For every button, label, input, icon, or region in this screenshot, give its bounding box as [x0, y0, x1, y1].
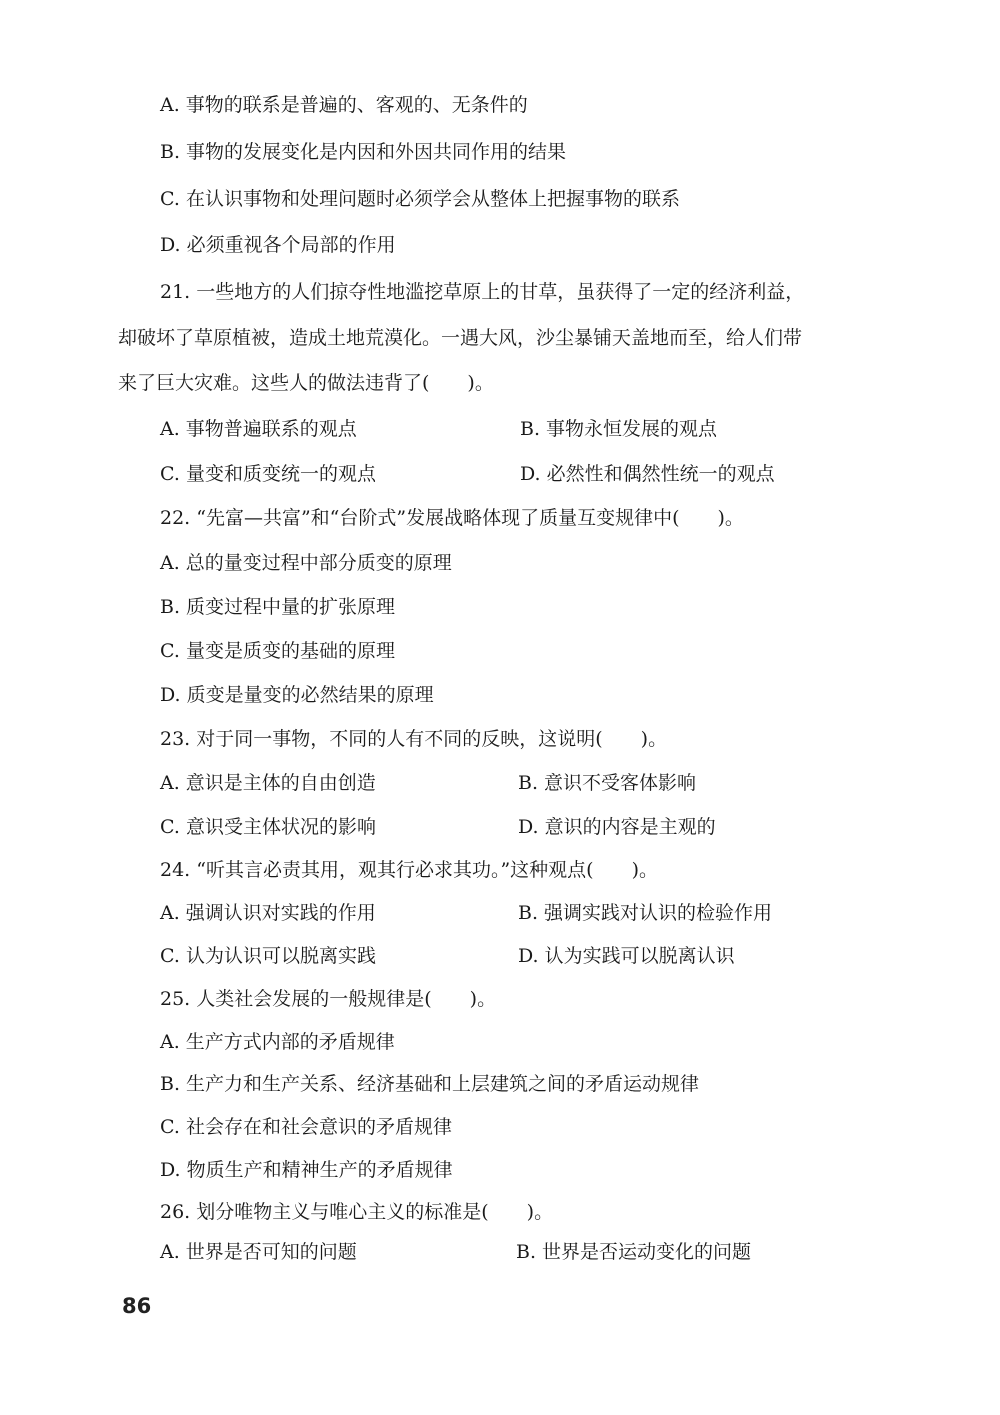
question-23-option-a: A. 意识是主体的自由创造 — [160, 772, 376, 794]
question-21-option-b: B. 事物永恒发展的观点 — [520, 418, 718, 440]
question-21-option-c: C. 量变和质变统一的观点 — [160, 463, 376, 485]
question-23-option-b: B. 意识不受客体影响 — [518, 772, 697, 794]
option-c-prev: C. 在认识事物和处理问题时必须学会从整体上把握事物的联系 — [160, 188, 680, 210]
question-22-option-b: B. 质变过程中量的扩张原理 — [160, 596, 396, 618]
question-25-option-b: B. 生产力和生产关系、经济基础和上层建筑之间的矛盾运动规律 — [160, 1073, 700, 1095]
question-21-option-a: A. 事物普遍联系的观点 — [160, 418, 357, 440]
question-21-line-3: 来了巨大灾难。这些人的做法违背了( )。 — [118, 372, 494, 394]
question-25-option-d: D. 物质生产和精神生产的矛盾规律 — [160, 1159, 453, 1181]
question-25-option-c: C. 社会存在和社会意识的矛盾规律 — [160, 1116, 452, 1138]
option-d-prev: D. 必须重视各个局部的作用 — [160, 234, 396, 256]
question-24-option-b: B. 强调实践对认识的检验作用 — [518, 902, 773, 924]
question-23-option-d: D. 意识的内容是主观的 — [518, 816, 716, 838]
page-number: 86 — [122, 1294, 152, 1318]
question-21-line-2: 却破坏了草原植被，造成土地荒漠化。一遇大风，沙尘暴铺天盖地而至，给人们带 — [118, 327, 803, 349]
question-21-option-d: D. 必然性和偶然性统一的观点 — [520, 463, 775, 485]
question-25-option-a: A. 生产方式内部的矛盾规律 — [160, 1031, 395, 1053]
question-24: 24. “听其言必责其用，观其行必求其功。”这种观点( )。 — [160, 859, 659, 881]
question-22-option-c: C. 量变是质变的基础的原理 — [160, 640, 395, 662]
question-23-option-c: C. 意识受主体状况的影响 — [160, 816, 376, 838]
question-22-option-a: A. 总的量变过程中部分质变的原理 — [160, 552, 452, 574]
question-24-option-c: C. 认为认识可以脱离实践 — [160, 945, 376, 967]
question-21-line-1: 21. 一些地方的人们掠夺性地滥挖草原上的甘草，虽获得了一定的经济利益， — [160, 281, 805, 303]
question-25: 25. 人类社会发展的一般规律是( )。 — [160, 988, 497, 1010]
option-b-prev: B. 事物的发展变化是内因和外因共同作用的结果 — [160, 141, 567, 163]
option-a-prev: A. 事物的联系是普遍的、客观的、无条件的 — [160, 94, 528, 116]
question-24-option-a: A. 强调认识对实践的作用 — [160, 902, 376, 924]
question-26-option-a: A. 世界是否可知的问题 — [160, 1241, 357, 1263]
question-22-option-d: D. 质变是量变的必然结果的原理 — [160, 684, 434, 706]
question-26-option-b: B. 世界是否运动变化的问题 — [516, 1241, 752, 1263]
question-24-option-d: D. 认为实践可以脱离认识 — [518, 945, 735, 967]
question-23: 23. 对于同一事物，不同的人有不同的反映，这说明( )。 — [160, 728, 668, 750]
question-26: 26. 划分唯物主义与唯心主义的标准是( )。 — [160, 1201, 554, 1223]
question-22: 22. “先富—共富”和“台阶式”发展战略体现了质量互变规律中( )。 — [160, 507, 744, 529]
